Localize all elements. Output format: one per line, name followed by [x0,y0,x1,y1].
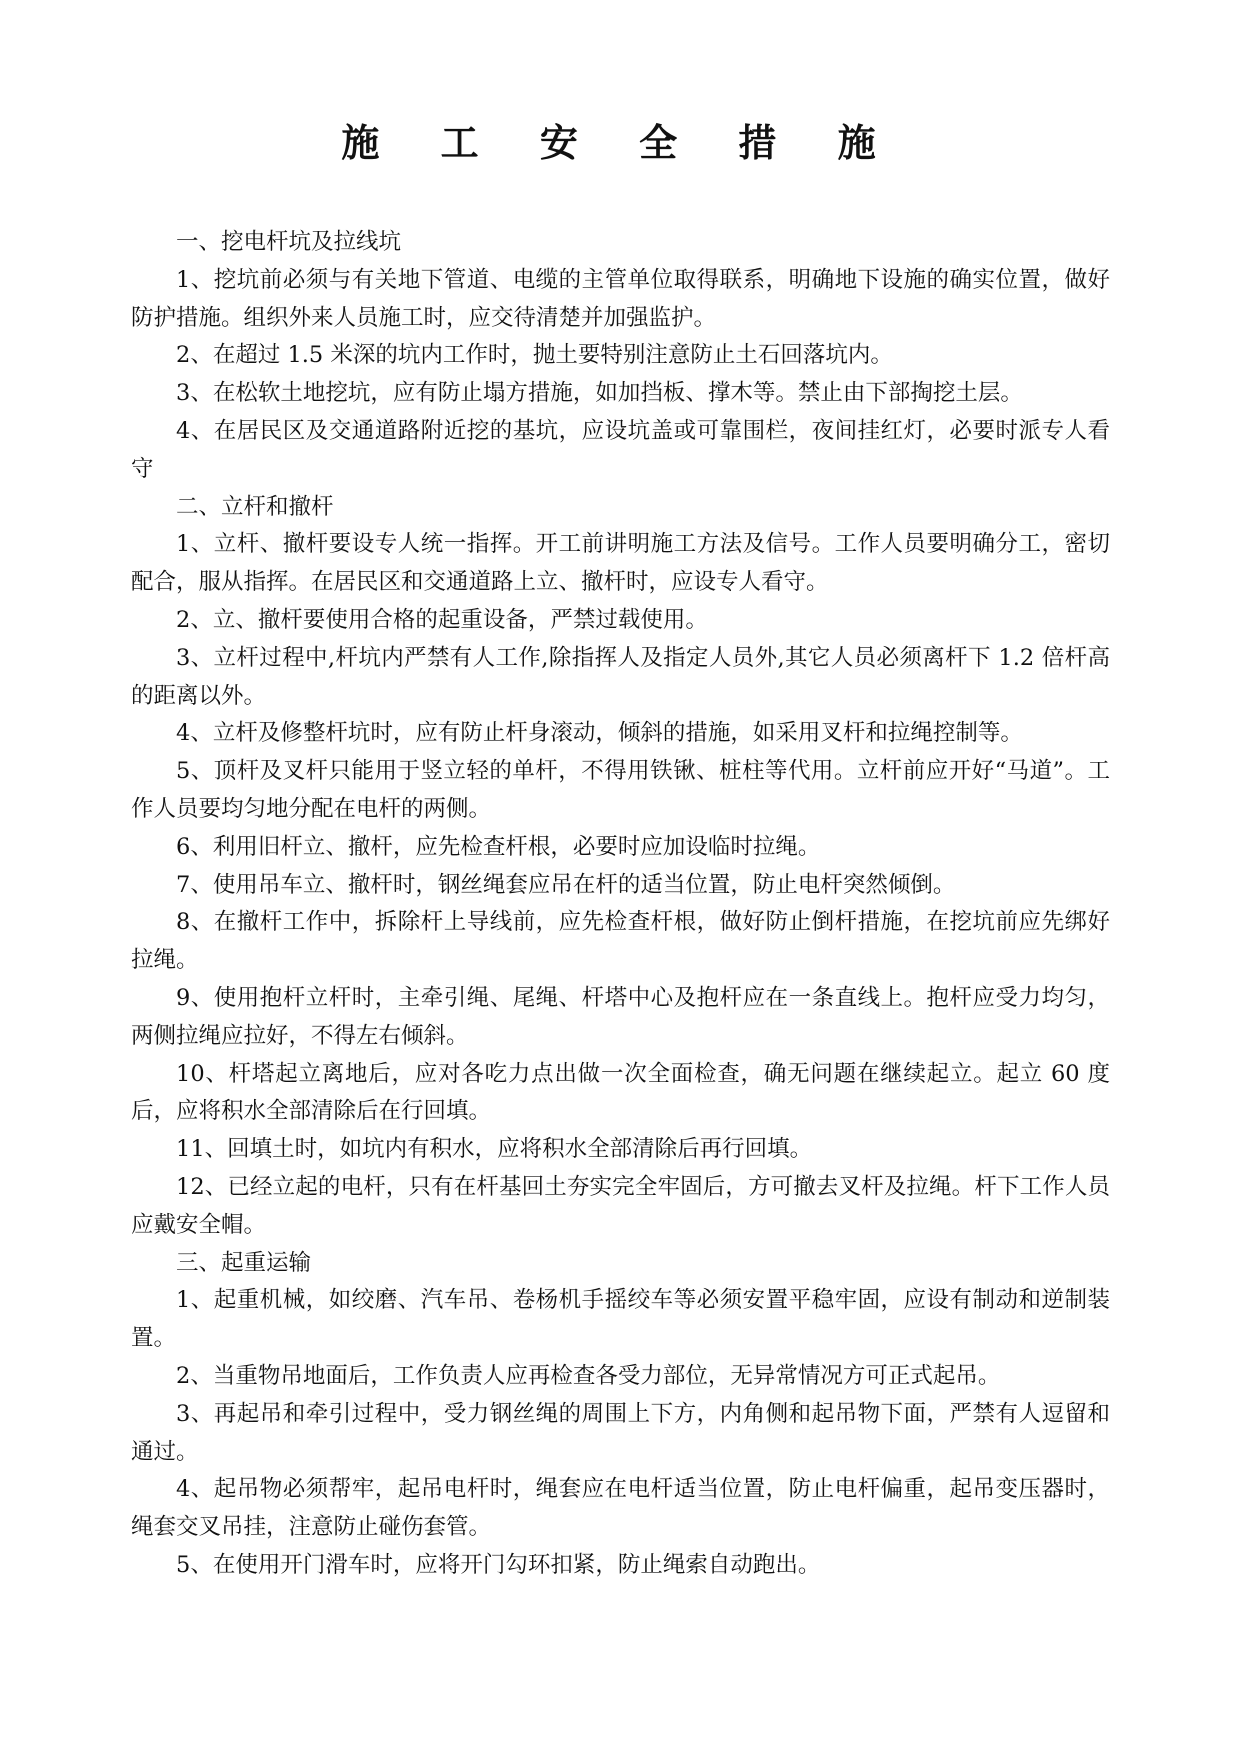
page-title: 施 工 安 全 措 施 [341,120,900,165]
paragraph: 12、已经立起的电杆，只有在杆基回土夯实完全牢固后，方可撤去叉杆及拉绳。杆下工作人员应戴安全帽。 [131,1173,1110,1238]
paragraph: 4、立杆及修整杆坑时，应有防止杆身滚动，倾斜的措施，如采用叉杆和拉绳控制等。 [176,720,1023,747]
paragraph: 11、回填土时，如坑内有积水，应将积水全部清除后再行回填。 [176,1136,813,1163]
paragraph: 2、当重物吊地面后，工作负责人应再检查各受力部位，无异常情况方可正式起吊。 [176,1362,1001,1389]
paragraph: 6、利用旧杆立、撤杆，应先检查杆根，必要时应加设临时拉绳。 [176,833,821,860]
paragraph: 9、使用抱杆立杆时，主牵引绳、尾绳、杆塔中心及抱杆应在一条直线上。抱杆应受力均匀，两侧拉绳应拉好，不得左右倾斜。 [131,984,1110,1049]
section-heading: 一、挖电杆坑及拉线坑 [176,229,402,255]
paragraph: 8、在撤杆工作中，拆除杆上导线前，应先检查杆根，做好防止倒杆措施，在挖坑前应先绑好拉绳。 [131,909,1110,974]
paragraph: 4、起吊物必须帮牢，起吊电杆时，绳套应在电杆适当位置，防止电杆偏重，起吊变压器时，绳套交叉吊挂，注意防止碰伤套管。 [131,1476,1110,1541]
paragraph: 10、杆塔起立离地后，应对各吃力点出做一次全面检查，确无问题在继续起立。起立 60 度后，应将积水全部清除后在行回填。 [131,1060,1110,1125]
paragraph: 5、顶杆及叉杆只能用于竖立轻的单杆，不得用铁锹、桩柱等代用。立杆前应开好“马道”。工作人员要均匀地分配在电杆的两侧。 [131,758,1110,822]
document-body [131,224,1110,1585]
section-heading: 三、起重运输 [176,1249,312,1276]
paragraph: 3、立杆过程中,杆坑内严禁有人工作,除指挥人及指定人员外,其它人员必须离杆下 1.2 倍杆高的距离以外。 [131,644,1110,709]
paragraph: 1、挖坑前必须与有关地下管道、电缆的主管单位取得联系，明确地下设施的确实位置，做好防护措施。组织外来人员施工时，应交待清楚并加强监护。 [131,266,1110,331]
paragraph: 1、起重机械，如绞磨、汽车吊、卷杨机手摇绞车等必须安置平稳牢固，应设有制动和逆制装置。 [131,1287,1110,1352]
paragraph: 2、立、撤杆要使用合格的起重设备，严禁过载使用。 [176,606,708,633]
paragraph: 4、在居民区及交通道路附近挖的基坑，应设坑盖或可靠围栏，夜间挂红灯，必要时派专人看守 [131,417,1110,482]
paragraph: 3、在松软土地挖坑，应有防止塌方措施，如加挡板、撑木等。禁止由下部掏挖土层。 [176,380,1023,407]
paragraph: 2、在超过 1.5 米深的坑内工作时，抛土要特别注意防止土石回落坑内。 [176,342,893,369]
paragraph: 5、在使用开门滑车时，应将开门勾环扣紧，防止绳索自动跑出。 [176,1551,821,1578]
section-heading: 二、立杆和撤杆 [176,493,334,520]
paragraph: 3、再起吊和牵引过程中，受力钢丝绳的周围上下方，内角侧和起吊物下面，严禁有人逗留和通过。 [131,1400,1110,1465]
paragraph: 1、立杆、撤杆要设专人统一指挥。开工前讲明施工方法及信号。工作人员要明确分工，密切配合，服从指挥。在居民区和交通道路上立、撤杆时，应设专人看守。 [131,531,1110,596]
paragraph: 7、使用吊车立、撤杆时，钢丝绳套应吊在杆的适当位置，防止电杆突然倾倒。 [176,871,956,898]
